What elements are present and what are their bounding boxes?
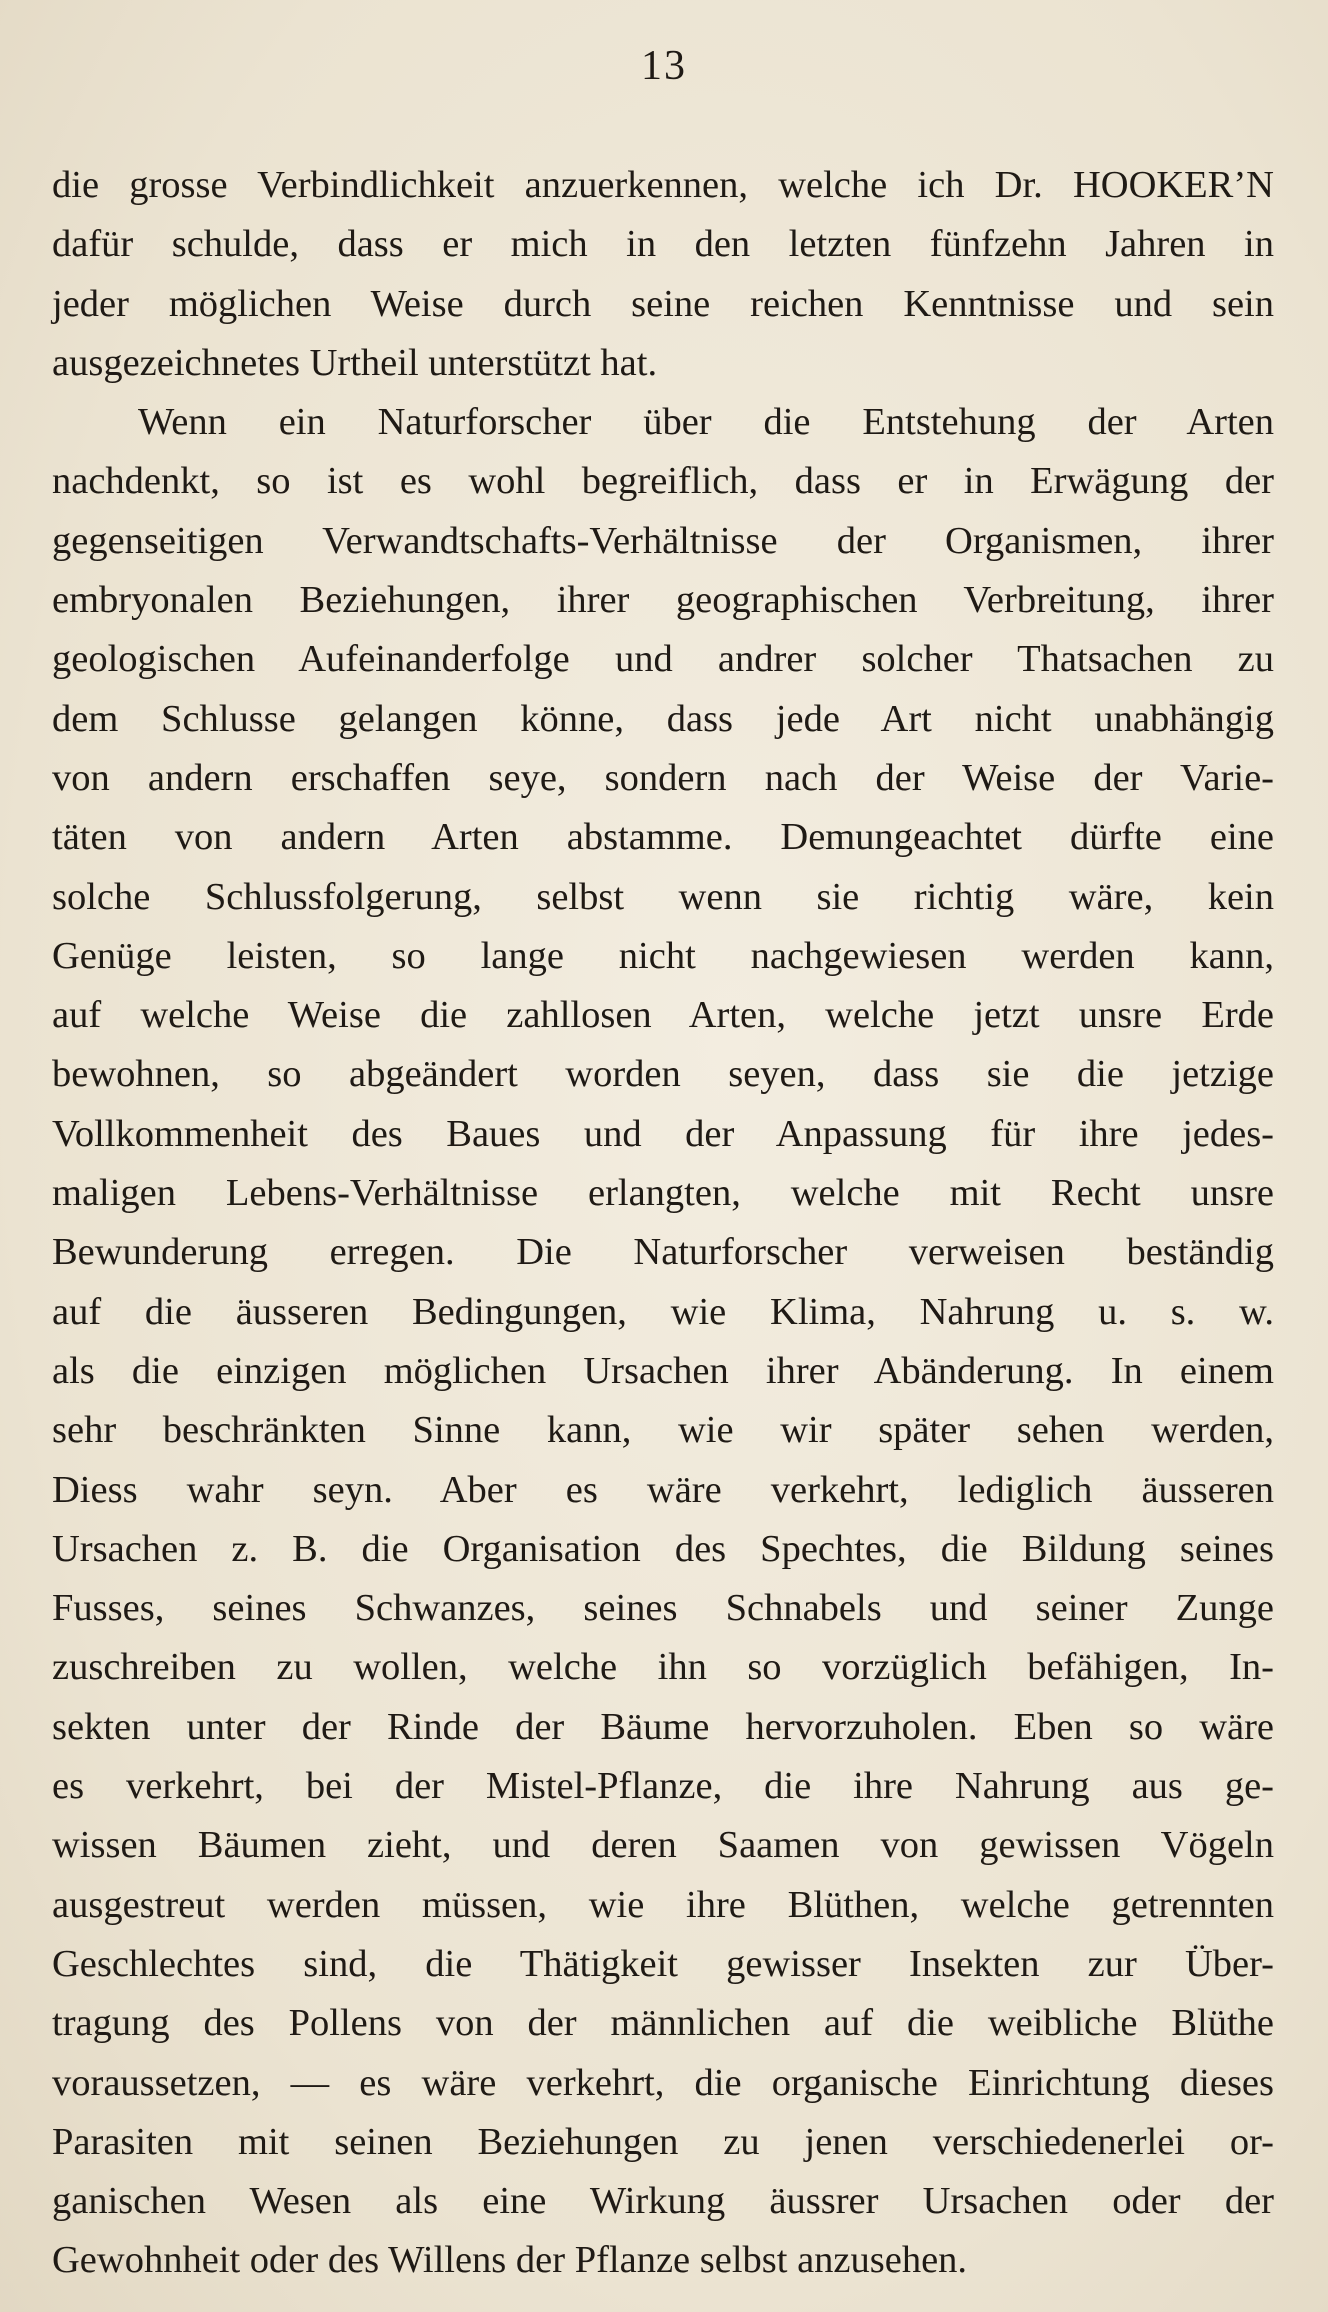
- text-line: es verkehrt, bei der Mistel-Pflanze, die ihre Nahrung aus ge-: [52, 1765, 1274, 1808]
- text-line: nachdenkt, so ist es wohl begreiflich, dass er in Erwägung der: [52, 460, 1274, 503]
- text-line: sekten unter der Rinde der Bäume hervorzuholen. Eben so wäre: [52, 1705, 1274, 1748]
- text-line: Geschlechtes sind, die Thätigkeit gewisser Insekten zur Über-: [52, 1942, 1274, 1985]
- body-text: [52, 156, 1274, 2291]
- text-line: täten von andern Arten abstamme. Demungeachtet dürfte eine: [52, 816, 1274, 859]
- text-line: Wenn ein Naturforscher über die Entstehung der Arten: [138, 401, 1274, 444]
- text-line: dafür schulde, dass er mich in den letzten fünfzehn Jahren in: [52, 223, 1274, 266]
- text-line: bewohnen, so abgeändert worden seyen, dass sie die jetzige: [52, 1053, 1274, 1096]
- text-line: wissen Bäumen zieht, und deren Saamen von gewissen Vögeln: [52, 1824, 1274, 1867]
- text-line: die grosse Verbindlichkeit anzuerkennen, welche ich Dr. HOOKER’N: [52, 164, 1274, 206]
- text-line: Fusses, seines Schwanzes, seines Schnabels und seiner Zunge: [52, 1587, 1274, 1630]
- text-line: Vollkommenheit des Baues und der Anpassung für ihre jedes-: [52, 1112, 1274, 1155]
- text-line: solche Schlussfolgerung, selbst wenn sie richtig wäre, kein: [52, 875, 1274, 918]
- text-line: zuschreiben zu wollen, welche ihn so vorzüglich befähigen, In-: [52, 1646, 1274, 1689]
- text-line: sehr beschränkten Sinne kann, wie wir später sehen werden,: [52, 1409, 1274, 1452]
- text-line: Ursachen z. B. die Organisation des Spechtes, die Bildung seines: [52, 1527, 1274, 1570]
- text-line: auf die äusseren Bedingungen, wie Klima, Nahrung u. s. w.: [52, 1290, 1274, 1333]
- text-line: ausgestreut werden müssen, wie ihre Blüthen, welche getrennten: [52, 1883, 1274, 1926]
- text-line: Gewohnheit oder des Willens der Pflanze selbst anzusehen.: [52, 2239, 968, 2282]
- text-line: Parasiten mit seinen Beziehungen zu jenen verschiedenerlei or-: [52, 2120, 1274, 2163]
- text-line: dem Schlusse gelangen könne, dass jede Art nicht unabhängig: [52, 697, 1274, 740]
- text-line: geologischen Aufeinanderfolge und andrer solcher Thatsachen zu: [52, 638, 1274, 681]
- text-line: Bewunderung erregen. Die Naturforscher verweisen beständig: [52, 1231, 1274, 1274]
- page-number: 13: [641, 43, 687, 89]
- text-line: maligen Lebens-Verhältnisse erlangten, welche mit Recht unsre: [52, 1172, 1274, 1215]
- text-line: Diess wahr seyn. Aber es wäre verkehrt, lediglich äusseren: [52, 1468, 1274, 1511]
- text-line: Genüge leisten, so lange nicht nachgewiesen werden kann,: [52, 934, 1274, 977]
- text-line: voraussetzen, — es wäre verkehrt, die organische Einrichtung dieses: [52, 2061, 1274, 2104]
- text-line: von andern erschaffen seye, sondern nach der Weise der Varie-: [52, 756, 1274, 799]
- text-line: tragung des Pollens von der männlichen auf die weibliche Blüthe: [52, 2002, 1274, 2045]
- text-line: embryonalen Beziehungen, ihrer geographischen Verbreitung, ihrer: [52, 579, 1274, 622]
- text-line: auf welche Weise die zahllosen Arten, welche jetzt unsre Erde: [52, 994, 1274, 1037]
- text-line: jeder möglichen Weise durch seine reichen Kenntnisse und sein: [52, 282, 1274, 325]
- text-line: ausgezeichnetes Urtheil unterstützt hat.: [52, 341, 658, 384]
- text-line: ganischen Wesen als eine Wirkung äussrer Ursachen oder der: [52, 2180, 1274, 2223]
- text-line: gegenseitigen Verwandtschafts-Verhältnisse der Organismen, ihrer: [52, 519, 1274, 562]
- text-line: als die einzigen möglichen Ursachen ihrer Abänderung. In einem: [52, 1349, 1274, 1392]
